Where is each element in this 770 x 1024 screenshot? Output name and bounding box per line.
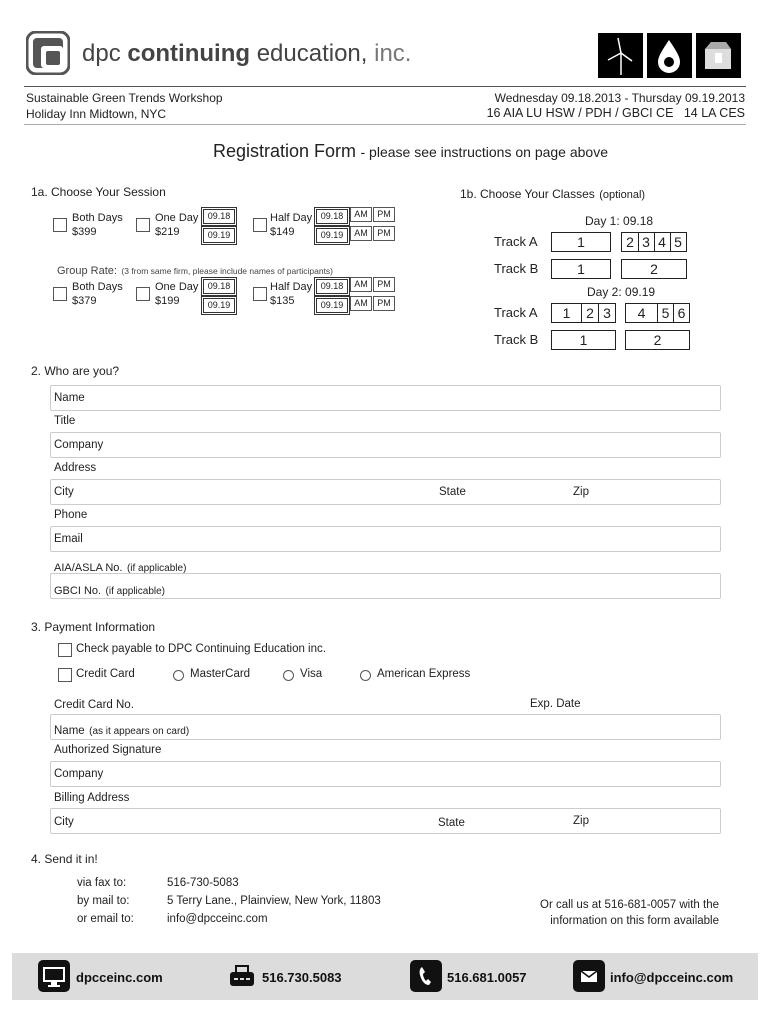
class-cell[interactable]: 3	[639, 233, 655, 251]
class-cell[interactable]: 5	[674, 234, 682, 250]
group-one-day-date-0919[interactable]: 09.19	[203, 298, 235, 313]
group-one-day-checkbox[interactable]	[136, 287, 150, 301]
exp-date-label: Exp. Date	[530, 698, 581, 710]
state-label: State	[439, 486, 466, 498]
address-label: Address	[54, 462, 97, 474]
email-label: Email	[54, 533, 83, 545]
group-half-0918-pm[interactable]: PM	[373, 277, 395, 292]
form-title-main: Registration Form	[213, 141, 357, 161]
aia-field[interactable]	[50, 553, 719, 573]
half-day-checkbox[interactable]	[253, 218, 267, 232]
class-cell[interactable]: 1	[577, 234, 585, 250]
classes-heading	[460, 185, 645, 203]
footer-phone: 516.681.0057	[447, 970, 527, 985]
phone-field[interactable]	[50, 504, 719, 524]
amex-label: American Express	[377, 668, 471, 680]
billing-city-field[interactable]	[50, 808, 721, 834]
half-day-0919-pm[interactable]: PM	[373, 226, 395, 241]
group-both-days-price: $379	[72, 295, 97, 307]
recycle-box-icon	[696, 33, 741, 78]
billing-address-label: Billing Address	[54, 792, 130, 804]
wind-turbine-icon	[598, 33, 643, 78]
credits-la: 14 LA CES	[683, 106, 745, 120]
class-cell[interactable]: 4	[626, 304, 658, 322]
half-day-price: $149	[270, 226, 295, 238]
classes-heading-main: 1b. Choose Your Classes	[460, 187, 595, 201]
day1-track-b-left[interactable]: 1	[551, 259, 611, 279]
class-cell[interactable]: 1	[552, 304, 582, 322]
brand-suffix: inc.	[374, 40, 412, 67]
footer-email[interactable]: info@dpcceinc.com	[610, 970, 734, 985]
mastercard-radio[interactable]	[173, 670, 184, 681]
form-title	[213, 141, 608, 162]
email-field[interactable]	[50, 526, 721, 552]
half-day-0918-am[interactable]: AM	[350, 207, 372, 222]
class-cell[interactable]: 5	[658, 304, 674, 322]
day2-track-a-label: Track A	[494, 305, 538, 320]
footer-fax: 516.730.5083	[262, 970, 342, 985]
class-cell[interactable]: 3	[603, 305, 611, 321]
email-to-label: or email to:	[77, 913, 134, 925]
fax-label: via fax to:	[77, 877, 127, 889]
group-both-days-label: Both Days	[72, 281, 123, 293]
brand-bold: continuing	[127, 40, 251, 67]
credits-ce: 16 AIA LU HSW / PDH / GBCI CE	[486, 106, 674, 120]
name-field[interactable]	[50, 385, 721, 411]
brand-prefix: dpc	[82, 40, 121, 67]
one-day-checkbox[interactable]	[136, 218, 150, 232]
event-dates: Wednesday 09.18.2013 - Thursday 09.19.2013	[494, 91, 745, 105]
event-title: Sustainable Green Trends Workshop	[26, 91, 223, 105]
day1-track-a-left[interactable]	[551, 232, 611, 252]
day2-track-b-left[interactable]: 1	[551, 330, 616, 350]
form-subtitle: - please see instructions on page above	[360, 144, 608, 160]
half-day-label: Half Day	[270, 212, 313, 224]
event-credits	[487, 106, 745, 120]
company-label: Company	[54, 439, 104, 451]
group-half-day-date-0919[interactable]: 09.19	[316, 298, 348, 313]
city-field[interactable]	[50, 479, 721, 505]
one-day-date-0918[interactable]: 09.18	[203, 209, 235, 224]
day1-track-b-right[interactable]: 2	[621, 259, 687, 279]
dpc-logo-icon	[26, 31, 70, 75]
both-days-checkbox[interactable]	[53, 218, 67, 232]
event-venue: Holiday Inn Midtown, NYC	[26, 107, 167, 121]
day2-label: Day 2: 09.19	[587, 285, 656, 299]
cc-number-label: Credit Card No.	[54, 699, 134, 711]
check-payment-label: Check payable to DPC Continuing Education inc.	[76, 643, 326, 655]
half-day-0918-pm[interactable]: PM	[373, 207, 395, 222]
aia-label-main: AIA/ASLA No.	[54, 562, 123, 574]
half-day-date-0918[interactable]: 09.18	[316, 209, 348, 224]
name-label: Name	[54, 392, 85, 404]
call-line-2: information on this form available	[550, 915, 719, 927]
phone-icon	[410, 960, 442, 992]
day1-track-b-label: Track B	[494, 261, 539, 276]
billing-state-label: State	[438, 817, 465, 829]
amex-radio[interactable]	[360, 670, 371, 681]
credit-card-label: Credit Card	[76, 668, 135, 680]
header-rule	[24, 86, 746, 87]
mail-label: by mail to:	[77, 895, 130, 907]
class-cell[interactable]: 6	[677, 305, 686, 321]
name-on-card-main: Name	[54, 725, 85, 737]
fax-icon	[226, 960, 258, 992]
session-heading: 1a. Choose Your Session	[31, 185, 166, 199]
group-one-day-label: One Day	[155, 281, 199, 293]
brand-name	[82, 40, 411, 68]
mail-icon	[573, 960, 605, 992]
aia-label-note: (if applicable)	[126, 563, 187, 574]
day1-label: Day 1: 09.18	[585, 214, 654, 228]
group-both-days-checkbox[interactable]	[53, 287, 67, 301]
day2-track-b-label: Track B	[494, 332, 539, 347]
group-half-0918-am[interactable]: AM	[350, 277, 372, 292]
email-to-value[interactable]: info@dpcceinc.com	[167, 913, 268, 925]
billing-company-label: Company	[54, 768, 104, 780]
mastercard-label: MasterCard	[190, 668, 251, 680]
group-half-0919-pm[interactable]: PM	[373, 296, 395, 311]
billing-city-label: City	[54, 816, 74, 828]
visa-label: Visa	[300, 668, 323, 680]
footer-web[interactable]: dpcceinc.com	[76, 970, 163, 985]
both-days-price: $399	[72, 226, 97, 238]
group-half-day-checkbox[interactable]	[253, 287, 267, 301]
group-half-0919-am[interactable]: AM	[350, 296, 372, 311]
signature-label: Authorized Signature	[54, 744, 162, 756]
name-on-card-note: (as it appears on card)	[89, 726, 190, 737]
call-line-1: Or call us at 516-681-0057 with the	[540, 899, 719, 911]
class-cell[interactable]: 2	[582, 304, 599, 322]
day2-track-b-right[interactable]: 2	[625, 330, 690, 350]
send-heading: 4. Send it in!	[31, 852, 98, 866]
cc-number-field[interactable]	[50, 694, 719, 714]
computer-icon	[38, 960, 70, 992]
group-rate-note: (3 from same firm, please include names of participants)	[121, 266, 334, 276]
half-day-date-0919[interactable]: 09.19	[316, 228, 348, 243]
billing-company-field[interactable]	[50, 761, 721, 787]
water-drop-icon	[647, 33, 692, 78]
class-cell[interactable]: 2	[623, 233, 639, 251]
group-one-day-date-0918[interactable]: 09.18	[203, 279, 235, 294]
billing-address-field[interactable]	[50, 787, 719, 807]
gbci-label-note: (if applicable)	[105, 586, 166, 597]
day1-track-a-right[interactable]	[621, 232, 687, 252]
group-one-day-price: $199	[155, 295, 180, 307]
brand-mid: education,	[256, 40, 368, 67]
name-on-card-label	[54, 721, 189, 739]
group-half-day-date-0918[interactable]: 09.18	[316, 279, 348, 294]
gbci-label	[54, 581, 165, 599]
group-half-day-label: Half Day	[270, 281, 313, 293]
title-label: Title	[54, 415, 76, 427]
signature-field[interactable]	[50, 739, 719, 759]
billing-zip-label: Zip	[573, 815, 589, 827]
city-label: City	[54, 486, 74, 498]
phone-label: Phone	[54, 509, 88, 521]
mail-value: 5 Terry Lane., Plainview, New York, 11803	[167, 895, 381, 907]
gbci-label-main: GBCI No.	[54, 585, 102, 597]
zip-label: Zip	[573, 486, 589, 498]
class-cell[interactable]: 4	[655, 233, 671, 251]
both-days-label: Both Days	[72, 212, 123, 224]
one-day-label: One Day	[155, 212, 199, 224]
fax-value: 516-730-5083	[167, 877, 239, 889]
credit-card-checkbox[interactable]	[58, 668, 72, 682]
day2-track-a-right[interactable]	[625, 303, 690, 323]
address-field[interactable]	[50, 457, 719, 477]
day2-track-a-left[interactable]	[551, 303, 616, 323]
payment-heading: 3. Payment Information	[31, 620, 156, 634]
visa-radio[interactable]	[283, 670, 294, 681]
check-payment-checkbox[interactable]	[58, 643, 72, 657]
one-day-price: $219	[155, 226, 180, 238]
who-heading: 2. Who are you?	[31, 364, 120, 378]
day1-track-a-label: Track A	[494, 234, 538, 249]
group-rate-label	[57, 261, 333, 279]
one-day-date-0919[interactable]: 09.19	[203, 228, 235, 243]
group-half-day-price: $135	[270, 295, 295, 307]
classes-heading-note: (optional)	[599, 189, 646, 201]
title-field[interactable]	[50, 410, 719, 430]
company-field[interactable]	[50, 432, 721, 458]
header-rule-bottom	[24, 124, 746, 125]
group-rate-title: Group Rate:	[57, 265, 117, 277]
half-day-0919-am[interactable]: AM	[350, 226, 372, 241]
